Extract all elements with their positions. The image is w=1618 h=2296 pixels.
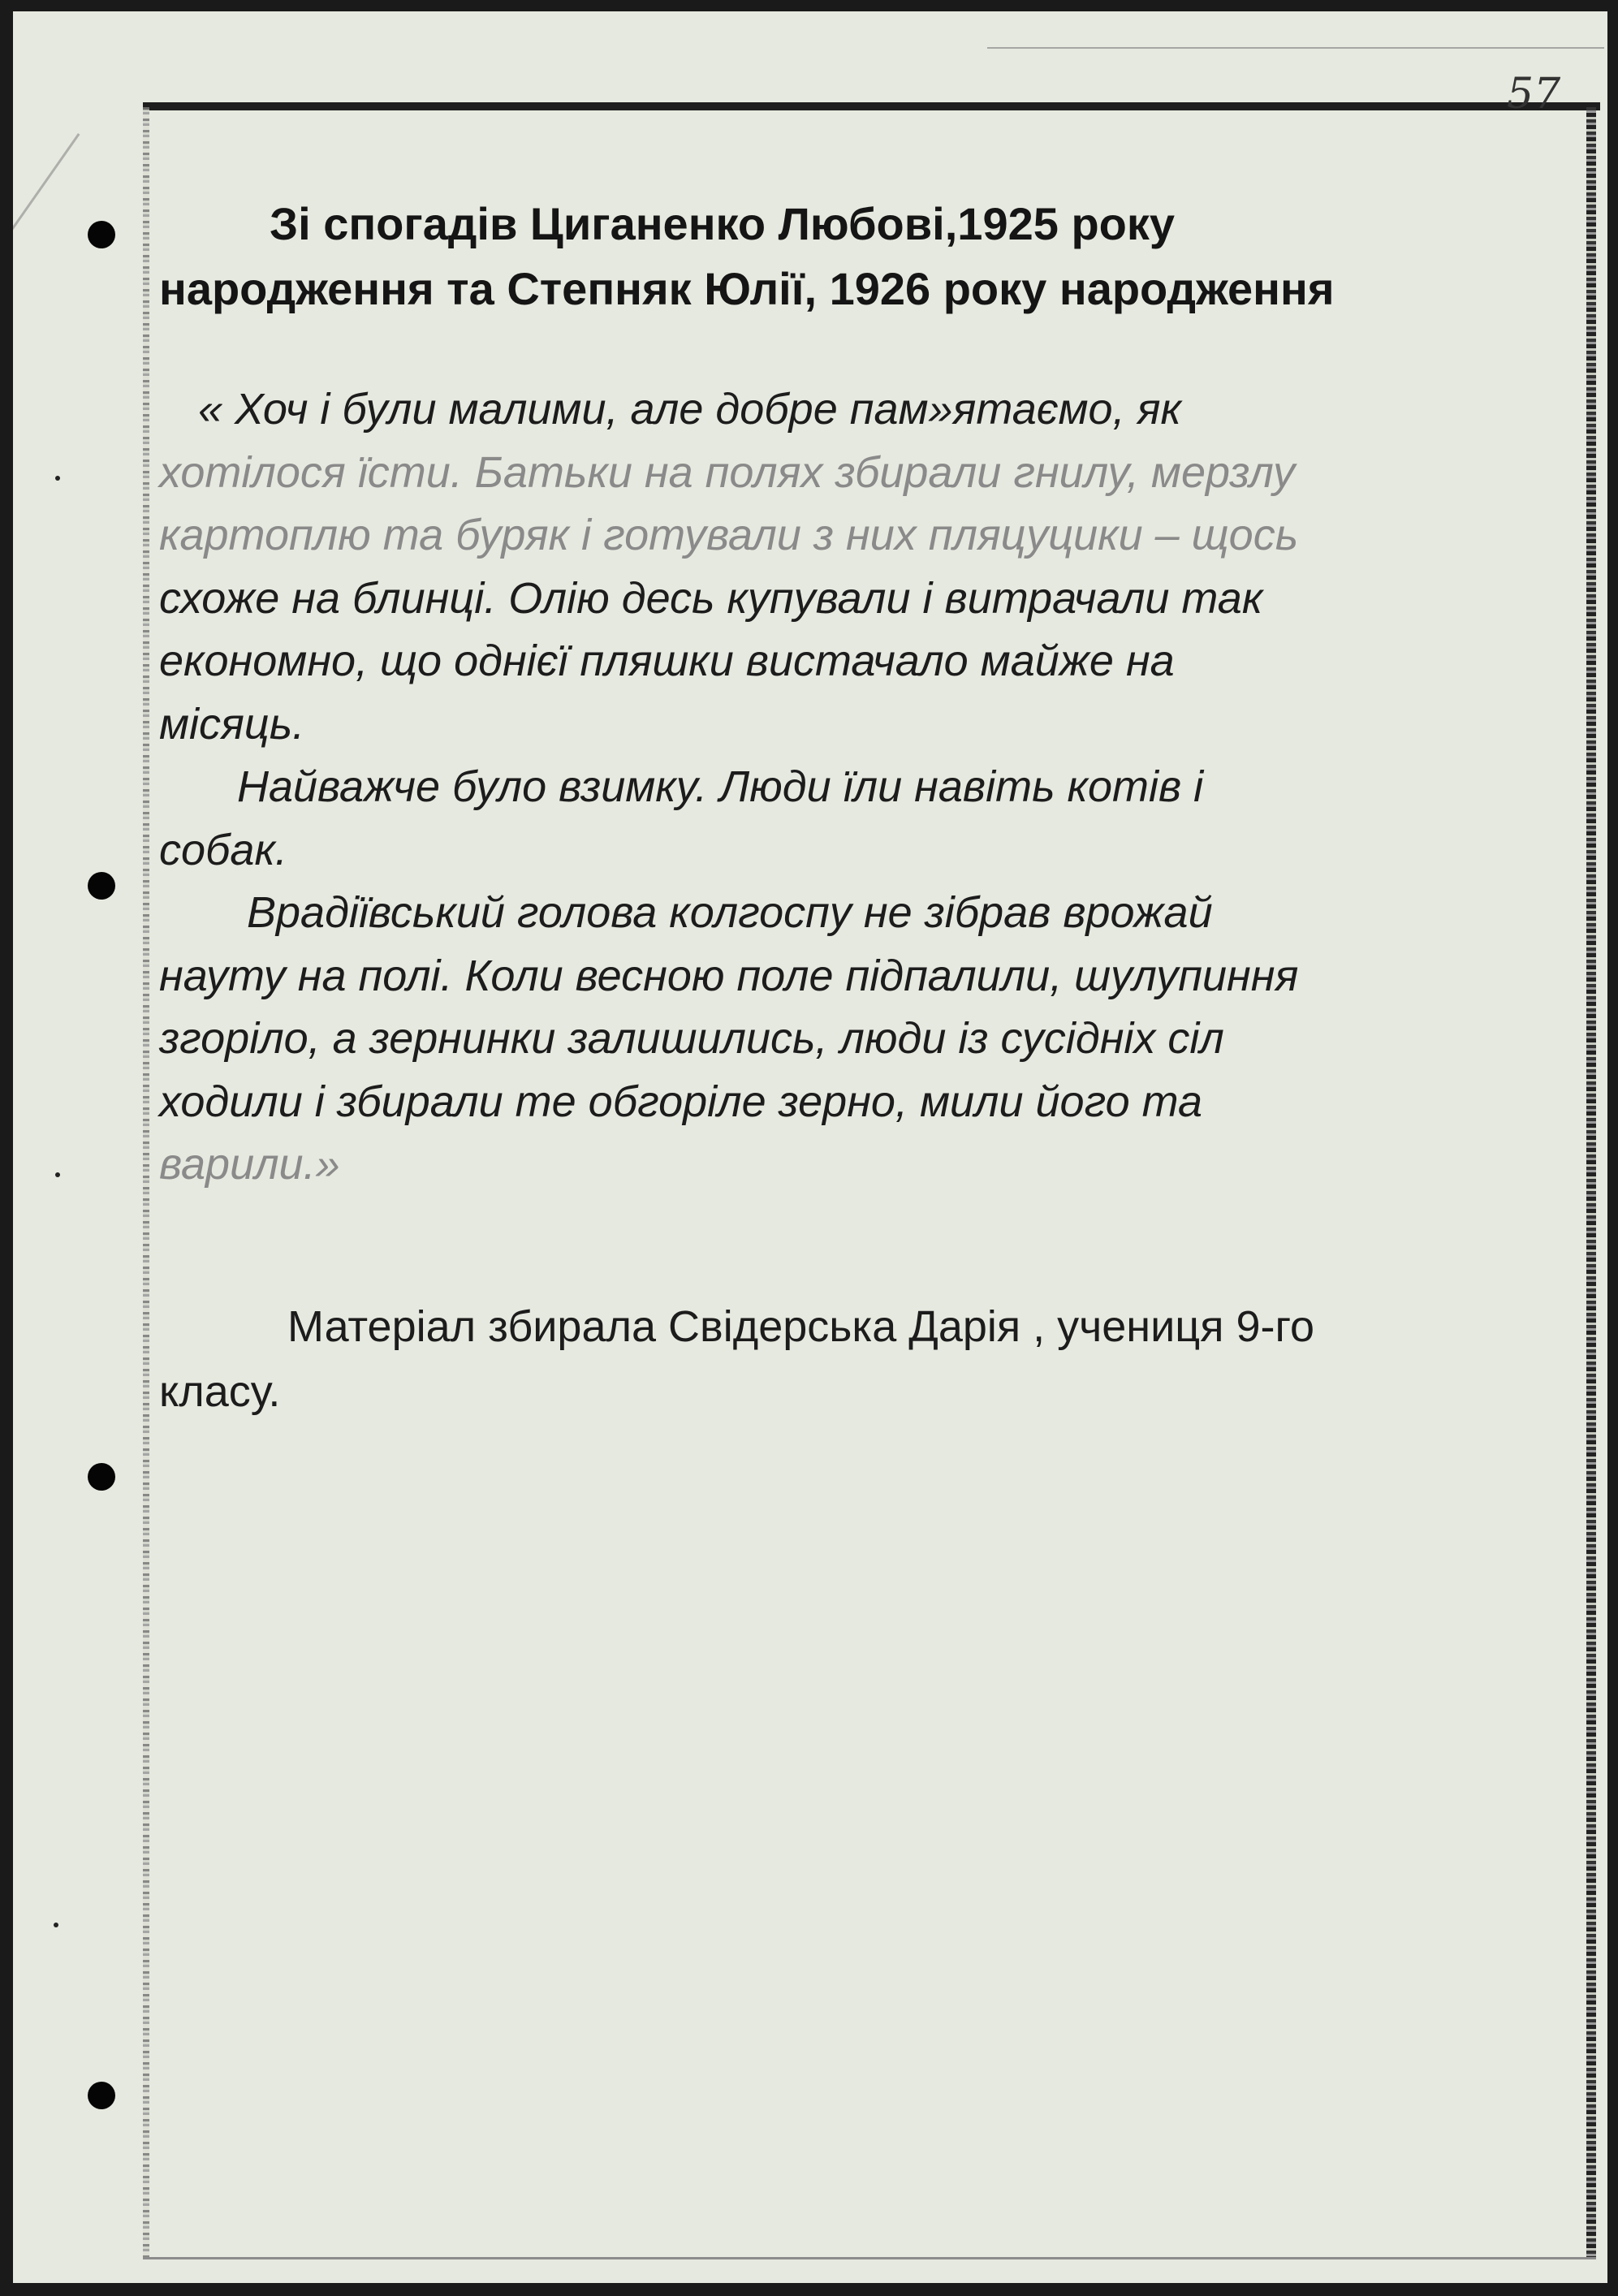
punch-hole bbox=[88, 1463, 115, 1491]
title-line-2: народження та Степняк Юлії, 1926 року народження bbox=[159, 263, 1335, 314]
document-page bbox=[13, 11, 1607, 2283]
punch-hole bbox=[88, 221, 115, 248]
text-line: варили.» bbox=[159, 1140, 340, 1189]
top-thin-rule bbox=[987, 47, 1604, 49]
attribution-line-2: класу. bbox=[159, 1367, 281, 1416]
text-line: місяць. bbox=[159, 699, 305, 749]
top-border-rule bbox=[143, 102, 1600, 110]
title-line-1: Зі спогадів Циганенко Любові,1925 року bbox=[270, 198, 1176, 249]
text-line: « Хоч і були малими, але добре пам»ятаємо, як bbox=[198, 385, 1181, 434]
text-line: науту на полі. Коли весною поле підпалили, шулупиння bbox=[159, 951, 1299, 1000]
text-line: хотілося їсти. Батьки на полях збирали гнилу, мерзлу bbox=[159, 447, 1296, 497]
scan-speck bbox=[55, 476, 60, 481]
memoir-text bbox=[159, 378, 1572, 1197]
left-border bbox=[143, 107, 149, 2259]
text-line: згоріло, а зернинки залишились, люди із сусідніх сіл bbox=[159, 1014, 1224, 1063]
scan-speck bbox=[54, 1923, 58, 1927]
bottom-border-rule bbox=[143, 2257, 1596, 2259]
attribution bbox=[159, 1294, 1572, 1424]
text-line: Найважче було взимку. Люди їли навіть котів і bbox=[237, 762, 1204, 811]
page-number: 57 bbox=[1507, 70, 1561, 119]
text-line: собак. bbox=[159, 825, 287, 874]
right-border bbox=[1586, 107, 1596, 2259]
text-line: Врадіївський голова колгоспу не зібрав врожай bbox=[247, 888, 1213, 937]
text-line: ходили і збирали те обгоріле зерно, мили його та bbox=[159, 1077, 1203, 1126]
document-title bbox=[159, 192, 1572, 322]
attribution-line-1: Матеріал збирала Свідерська Дарія , учениця 9-го bbox=[287, 1302, 1315, 1351]
text-line: схоже на блинці. Олію десь купували і витрачали так bbox=[159, 573, 1263, 623]
text-line: економно, що однієї пляшки вистачало майже на bbox=[159, 637, 1175, 685]
text-line: картоплю та буряк і готували з них пляцуцики – щось bbox=[159, 511, 1299, 559]
scan-scratch bbox=[13, 133, 80, 281]
scan-speck bbox=[55, 1172, 60, 1177]
punch-hole bbox=[88, 872, 115, 900]
punch-hole bbox=[88, 2082, 115, 2109]
